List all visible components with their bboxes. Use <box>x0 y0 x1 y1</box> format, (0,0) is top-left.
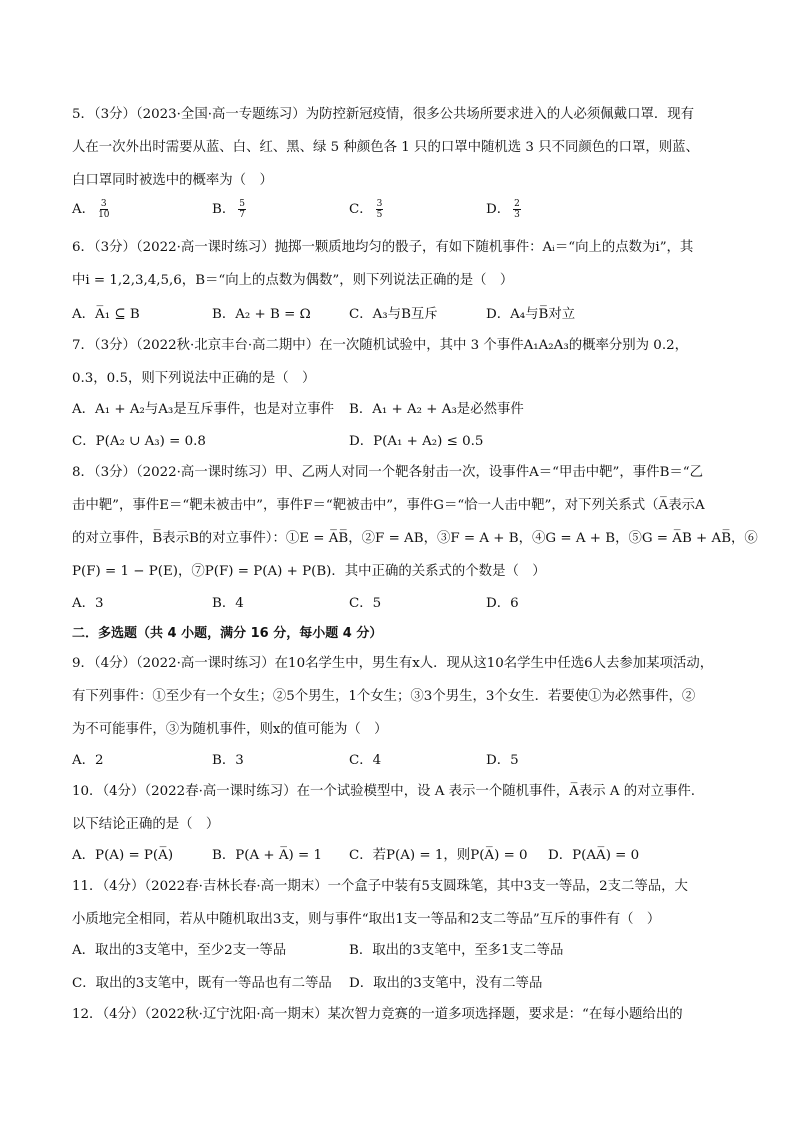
option-c[interactable]: C．取出的3支笔中，既有一等品也有二等品 <box>72 976 332 991</box>
question-text: 6．（3分）（2022·高一课时练习）抛掷一颗质地均匀的骰子，有如下随机事件：Aᵢ＝“向上的点数为i”，其 <box>72 240 694 255</box>
question-text: 11．（4分）（2022春·吉林长春·高一期末）一个盒子中装有5支圆珠笔，其中3支一等品，2支二等品，大 <box>72 879 688 894</box>
question-text: 12．（4分）（2022秋·辽宁沈阳·高一期末）某次智力竞赛的一道多项选择题，要求是：“在每小题给出的 <box>72 1007 683 1022</box>
option-c[interactable]: C．5 <box>349 596 382 611</box>
question-text: 8．（3分）（2022·高一课时练习）甲、乙两人对同一个靶各射击一次，设事件A＝“甲击中靶”，事件B＝“乙 <box>72 465 704 480</box>
question-9 <box>72 647 722 746</box>
question-text: 9．（4分）（2022·高一课时练习）在10名学生中，男生有x人．现从这10名学生中任选6人去参加某项活动， <box>72 656 714 671</box>
option-b[interactable]: B．A₂ + B = Ω <box>212 307 311 322</box>
question-5 <box>72 98 722 197</box>
option-d[interactable]: D．6 <box>486 596 519 611</box>
question-11-options-row-1 <box>72 939 722 969</box>
question-7 <box>72 329 722 395</box>
question-text: 白口罩同时被选中的概率为（ ） <box>72 173 273 188</box>
question-10 <box>72 775 722 841</box>
option-a[interactable]: A．A₁ + A₂与A₃是互斥事件，也是对立事件 <box>72 402 334 417</box>
option-a[interactable]: A． $\frac{3}{10}$ <box>72 199 110 220</box>
question-7-options-row-1 <box>72 398 722 428</box>
question-text: 5．（3分）（2023·全国·高一专题练习）为防控新冠疫情，很多公共场所要求进入的人必须佩戴口罩．现有 <box>72 107 695 122</box>
question-text: 中i = 1,2,3,4,5,6，B＝“向上的点数为偶数”，则下列说法正确的是（ ） <box>72 273 514 288</box>
option-c[interactable]: C．P(A₂ ∪ A₃) = 0.8 <box>72 434 206 449</box>
question-text: 的对立事件，B̅表示B的对立事件）：①E = A̅B̅，②F = AB，③F = A + B，④G = A + B，⑤G = A̅B + AB̅，⑥ <box>72 531 758 546</box>
question-8-options <box>72 592 722 622</box>
question-text: 7．（3分）（2022秋·北京丰台·高二期中）在一次随机试验中，其中 3 个事件A₁A₂A₃的概率分别为 0.2， <box>72 338 688 353</box>
option-d[interactable]: D．P(AA̅) = 0 <box>548 848 640 863</box>
option-d[interactable]: D．取出的3支笔中，没有二等品 <box>349 976 543 991</box>
option-d[interactable]: D．A₄与B̅对立 <box>486 307 576 322</box>
option-b[interactable]: B．P(A + A̅) = 1 <box>212 848 323 863</box>
question-11 <box>72 870 722 936</box>
option-d[interactable]: D． $\frac{2}{3}$ <box>486 199 520 220</box>
question-text: 以下结论正确的是（ ） <box>72 817 220 832</box>
option-b[interactable]: B．A₁ + A₂ + A₃是必然事件 <box>349 402 524 417</box>
option-d[interactable]: D．5 <box>486 753 519 768</box>
question-text: 人在一次外出时需要从蓝、白、红、黑、绿 5 种颜色各 1 只的口罩中随机选 3 只不同颜色的口罩，则蓝、 <box>72 140 699 155</box>
option-b[interactable]: B．取出的3支笔中，至多1支二等品 <box>349 943 564 958</box>
option-d[interactable]: D．P(A₁ + A₂) ≤ 0.5 <box>349 434 484 449</box>
option-b[interactable]: B． $\frac{5}{7}$ <box>212 199 245 220</box>
question-text: 小质地完全相同，若从中随机取出3支，则与事件“取出1支一等品和2支二等品”互斥的事件有（ ） <box>72 912 661 927</box>
fraction: $\frac{5}{7}$ <box>239 199 245 220</box>
fraction: $\frac{3}{5}$ <box>376 199 383 220</box>
option-b[interactable]: B．4 <box>212 596 244 611</box>
question-text: 为不可能事件，③为随机事件，则x的值可能为（ ） <box>72 722 388 737</box>
question-text: P(F) = 1 − P(E)，⑦P(F) = P(A) + P(B)．其中正确的关系式的个数是（ ） <box>72 564 546 579</box>
option-a[interactable]: A．2 <box>72 753 104 768</box>
option-c[interactable]: C．A₃与B互斥 <box>349 307 438 322</box>
option-a[interactable]: A．A̅₁ ⊆ B <box>72 307 140 322</box>
question-text: 10．（4分）（2022春·高一课时练习）在一个试验模型中，设 A 表示一个随机事件，A̅表示 A 的对立事件. <box>72 784 696 799</box>
question-8 <box>72 456 758 588</box>
fraction: $\frac{2}{3}$ <box>514 199 520 220</box>
fraction: $\frac{3}{10}$ <box>98 199 110 220</box>
question-6 <box>72 231 722 297</box>
question-12 <box>72 998 722 1031</box>
section-heading: 二．多选题（共 4 小题，满分 16 分，每小题 4 分） <box>72 626 383 641</box>
option-a[interactable]: A．P(A) = P(A̅) <box>72 848 174 863</box>
option-c[interactable]: C． $\frac{3}{5}$ <box>349 199 383 220</box>
question-text: 0.3，0.5，则下列说法中正确的是（ ） <box>72 371 316 386</box>
option-a[interactable]: A．3 <box>72 596 104 611</box>
option-b[interactable]: B．3 <box>212 753 244 768</box>
option-c[interactable]: C．若P(A) = 1，则P(A̅) = 0 <box>349 848 528 863</box>
question-text: 有下列事件：①至少有一个女生；②5个男生，1个女生；③3个男生，3个女生．若要使①为必然事件，② <box>72 689 696 704</box>
question-text: 击中靶”，事件E＝“靶未被击中”，事件F＝“靶被击中”，事件G＝“恰一人击中靶”，对下列关系式（A̅表示A <box>72 498 705 513</box>
question-5-options <box>72 198 722 228</box>
option-c[interactable]: C．4 <box>349 753 382 768</box>
option-a[interactable]: A．取出的3支笔中，至少2支一等品 <box>72 943 287 958</box>
